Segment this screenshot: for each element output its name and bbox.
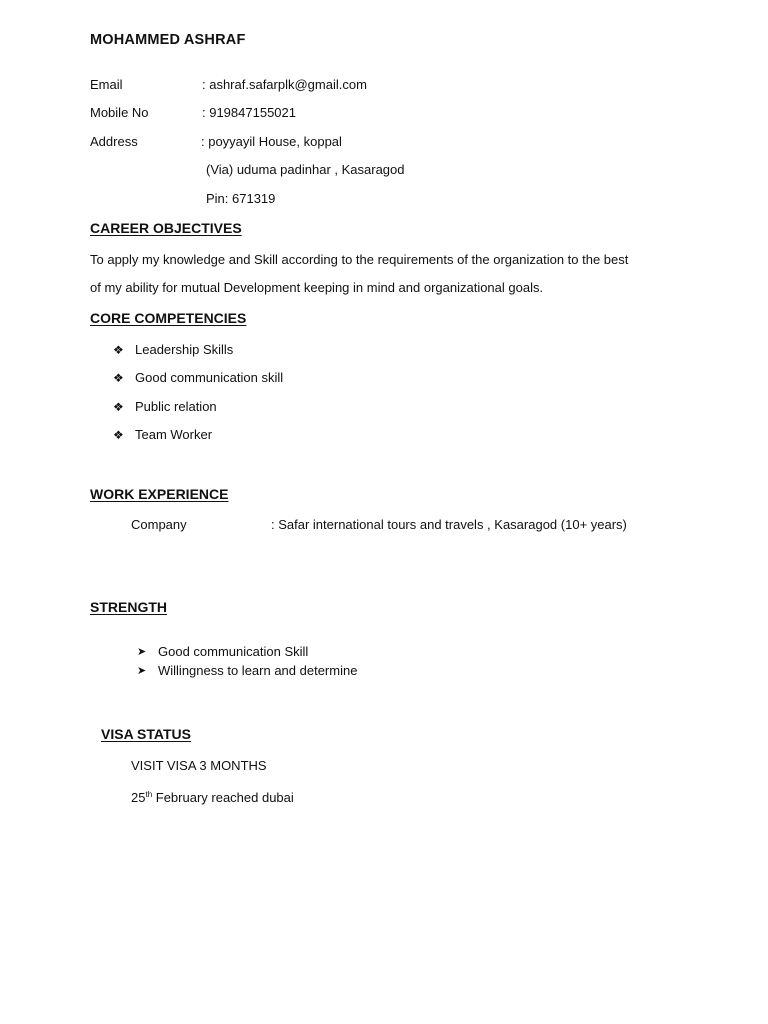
career-objectives-line-2: of my ability for mutual Development keeping in mind and organizational goals. bbox=[90, 280, 544, 295]
core-competencies-heading: CORE COMPETENCIES bbox=[90, 310, 247, 326]
visa-arrival-line bbox=[131, 790, 294, 806]
mobile-value: : 919847155021 bbox=[202, 105, 296, 120]
career-objectives-line-1: To apply my knowledge and Skill according to the requirements of the organization to the best bbox=[90, 252, 629, 267]
address-line-1: : poyyayil House, koppal bbox=[201, 134, 342, 149]
diamond-bullet-icon: ❖ bbox=[113, 343, 124, 357]
career-objectives-heading: CAREER OBJECTIVES bbox=[90, 220, 242, 236]
arrival-day: 25 bbox=[131, 790, 146, 805]
email-value: : ashraf.safarplk@gmail.com bbox=[202, 77, 367, 92]
arrival-rest: February reached dubai bbox=[152, 790, 294, 805]
arrow-bullet-icon: ➤ bbox=[137, 646, 147, 658]
address-label: Address bbox=[90, 134, 138, 149]
address-line-2: (Via) uduma padinhar , Kasaragod bbox=[206, 162, 405, 177]
list-item: Public relation bbox=[135, 399, 217, 414]
visa-type-line: VISIT VISA 3 MONTHS bbox=[131, 758, 267, 773]
list-item: Willingness to learn and determine bbox=[158, 663, 358, 678]
list-item: Leadership Skills bbox=[135, 342, 234, 357]
mobile-label: Mobile No bbox=[90, 105, 149, 120]
visa-heading-word-2: STATUS bbox=[137, 726, 191, 742]
visa-heading-word-1: VISA bbox=[101, 726, 134, 742]
list-item: Good communication skill bbox=[135, 370, 284, 385]
visa-status-heading bbox=[101, 726, 191, 742]
list-item: Team Worker bbox=[135, 427, 213, 442]
strength-heading: STRENGTH bbox=[90, 599, 167, 615]
work-experience-heading: WORK EXPERIENCE bbox=[90, 486, 229, 502]
diamond-bullet-icon: ❖ bbox=[113, 371, 124, 385]
arrow-bullet-icon: ➤ bbox=[137, 665, 147, 677]
diamond-bullet-icon: ❖ bbox=[113, 400, 124, 414]
list-item: Good communication Skill bbox=[158, 644, 309, 659]
diamond-bullet-icon: ❖ bbox=[113, 428, 124, 442]
company-label: Company bbox=[131, 517, 187, 532]
company-value: : Safar international tours and travels , Kasaragod (10+ years) bbox=[271, 517, 627, 532]
email-label: Email bbox=[90, 77, 123, 92]
arrival-day-suffix: th bbox=[145, 790, 153, 799]
address-line-3: Pin: 671319 bbox=[206, 191, 276, 206]
candidate-name: MOHAMMED ASHRAF bbox=[90, 32, 246, 48]
